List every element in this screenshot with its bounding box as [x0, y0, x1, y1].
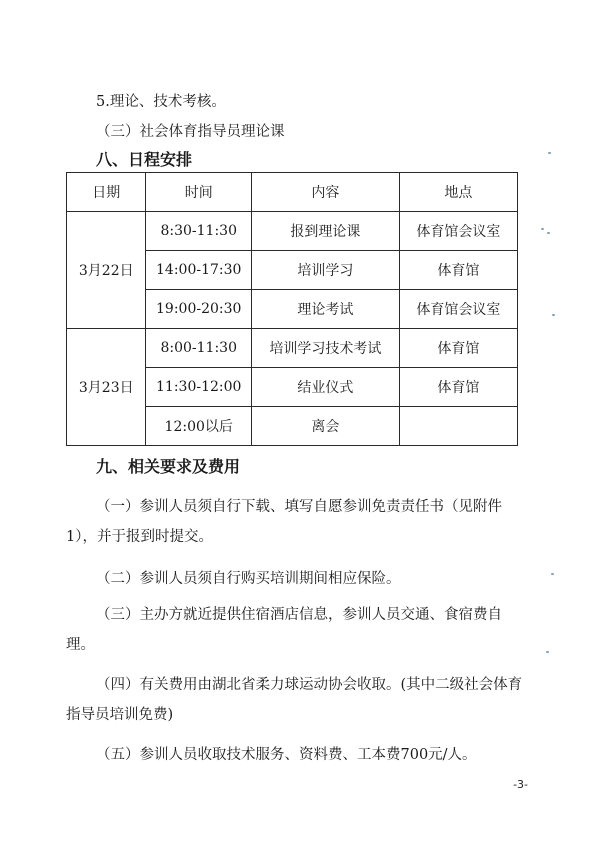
place-cell: 体育馆	[399, 368, 517, 407]
requirement-paragraph-2: （二）参训人员须自行购买培训期间相应保险。	[96, 571, 401, 587]
place-cell	[399, 407, 517, 446]
place-cell: 体育馆	[399, 329, 517, 368]
scan-speck	[546, 651, 549, 653]
requirement-paragraph-5: （五）参训人员收取技术服务、资料费、工本费700元/人。	[96, 747, 477, 763]
place-cell: 体育馆会议室	[399, 212, 517, 251]
content-cell: 结业仪式	[251, 368, 399, 407]
schedule-table	[66, 172, 518, 446]
table-row	[67, 212, 518, 251]
subsection-3-line: （三）社会体育指导员理论课	[96, 124, 285, 140]
date-cell: 3月23日	[67, 329, 146, 446]
time-cell: 8:30-11:30	[146, 212, 251, 251]
header-date: 日期	[67, 173, 146, 212]
item-5-line: 5.理论、技术考核。	[96, 94, 226, 110]
header-place: 地点	[399, 173, 517, 212]
header-time: 时间	[146, 173, 251, 212]
date-cell: 3月22日	[67, 212, 146, 329]
content-cell: 培训学习	[251, 251, 399, 290]
time-cell: 14:00-17:30	[146, 251, 251, 290]
table-row	[67, 329, 518, 368]
requirement-paragraph-3: （三）主办方就近提供住宿酒店信息，参训人员交通、食宿费自理。	[66, 607, 502, 653]
content-cell: 理论考试	[251, 290, 399, 329]
scan-speck	[551, 573, 554, 575]
time-cell: 19:00-20:30	[146, 290, 251, 329]
time-cell: 12:00以后	[146, 407, 251, 446]
content-cell: 培训学习技术考试	[251, 329, 399, 368]
schedule-header-row	[67, 173, 518, 212]
section-9-title: 九、相关要求及费用	[96, 457, 241, 476]
place-cell: 体育馆会议室	[399, 290, 517, 329]
scan-speck	[541, 228, 544, 230]
content-cell: 离会	[251, 407, 399, 446]
time-cell: 8:00-11:30	[146, 329, 251, 368]
scan-speck	[552, 314, 555, 316]
requirement-paragraph-4: （四）有关费用由湖北省柔力球运动协会收取。(其中二级社会体育指导员培训免费)	[66, 677, 523, 723]
page-number: -3-	[513, 778, 528, 791]
section-8-title: 八、日程安排	[96, 150, 193, 169]
time-cell: 11:30-12:00	[146, 368, 251, 407]
place-cell: 体育馆	[399, 251, 517, 290]
header-content: 内容	[251, 173, 399, 212]
requirement-paragraph-1: （一）参训人员须自行下载、填写自愿参训免责责任书（见附件1），并于报到时提交。	[66, 499, 502, 545]
content-cell: 报到理论课	[251, 212, 399, 251]
scan-speck	[548, 152, 551, 154]
scan-speck	[547, 232, 550, 234]
